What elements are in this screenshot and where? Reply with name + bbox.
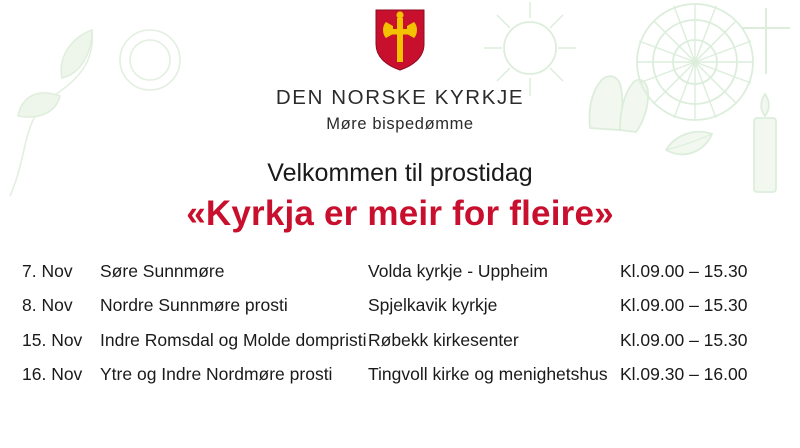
schedule-table [22, 258, 778, 396]
row-time: Kl.09.00 – 15.30 [620, 261, 748, 281]
row-prosti: Søre Sunnmøre [100, 261, 225, 281]
organization-name: DEN NORSKE KYRKJE [275, 86, 525, 109]
row-place: Tingvoll kirke og menighetshus [368, 364, 608, 385]
row-date: 16. Nov [22, 364, 83, 385]
table-row [22, 258, 778, 292]
table-row [22, 361, 778, 395]
welcome-line: Velkommen til prostidag [267, 159, 533, 187]
row-time: Kl.09.00 – 15.30 [620, 329, 748, 350]
row-prosti: Ytre og Indre Nordmøre prosti [100, 364, 333, 385]
table-row [22, 327, 778, 361]
row-place: Spjelkavik kyrkje [368, 295, 498, 316]
norwegian-church-coat-of-arms-icon [374, 8, 426, 72]
table-row [22, 292, 778, 326]
row-prosti: Nordre Sunnmøre prosti [100, 295, 288, 316]
slogan: «Kyrkja er meir for fleire» [186, 194, 614, 233]
row-date: 15. Nov [22, 329, 83, 350]
row-time: Kl.09.30 – 16.00 [620, 364, 748, 385]
row-prosti: Indre Romsdal og Molde dompristi [100, 329, 367, 350]
row-place: Volda kyrkje - Uppheim [368, 261, 548, 281]
organization-subtitle: Møre bispedømme [326, 115, 474, 133]
row-time: Kl.09.00 – 15.30 [620, 295, 748, 316]
schedule-section [0, 258, 800, 396]
row-place: Røbekk kirkesenter [368, 329, 519, 350]
row-date: 7. Nov [22, 261, 73, 281]
row-date: 8. Nov [22, 295, 73, 316]
